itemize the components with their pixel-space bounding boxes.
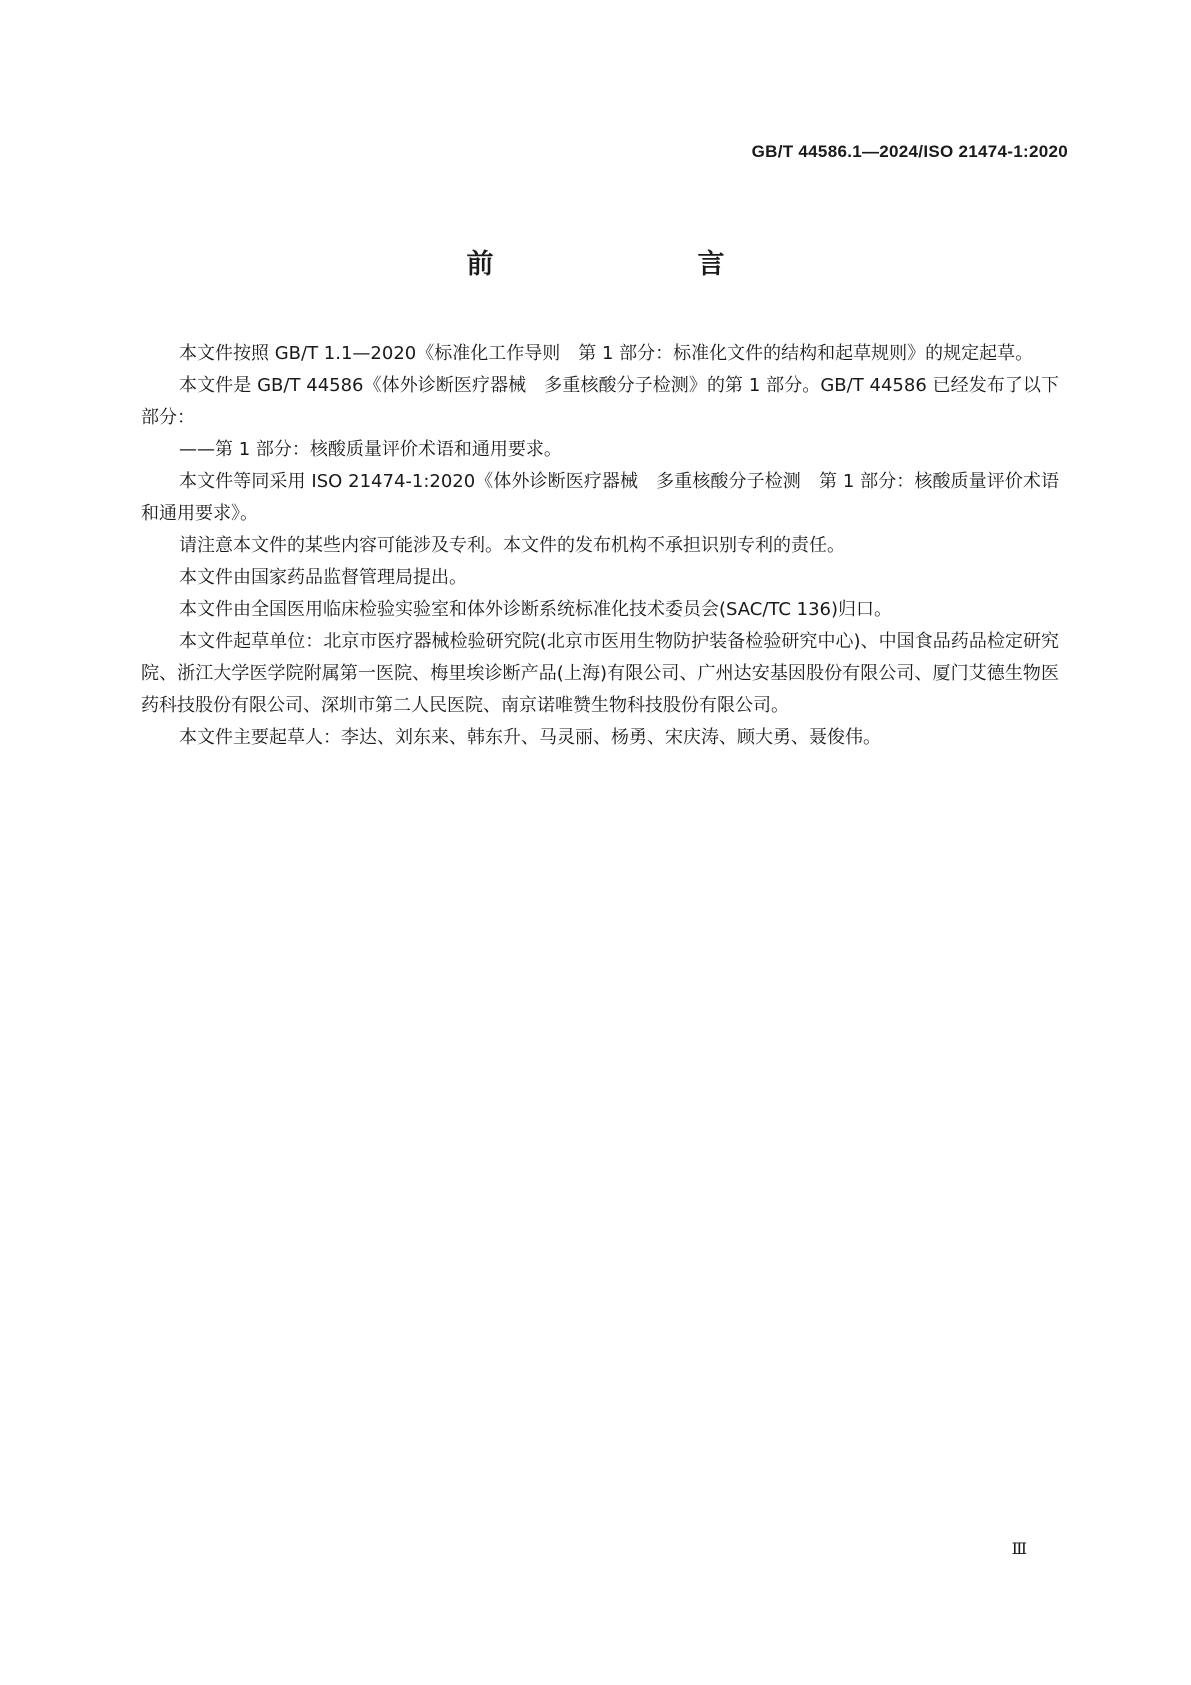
paragraph-main-drafters: 本文件主要起草人：李达、刘东来、韩东升、马灵丽、杨勇、宋庆涛、顾大勇、聂俊伟。 xyxy=(179,727,881,748)
paragraph-part-list-item: ——第 1 部分：核酸质量评价术语和通用要求。 xyxy=(179,439,562,460)
paragraph-under-jurisdiction: 本文件由全国医用临床检验实验室和体外诊断系统标准化技术委员会(SAC/TC 136)归口。 xyxy=(179,599,893,620)
page-title: 前 言 xyxy=(466,249,775,280)
paragraph-patent-notice: 请注意本文件的某些内容可能涉及专利。本文件的发布机构不承担识别专利的责任。 xyxy=(179,535,845,556)
document-code-header: GB/T 44586.1—2024/ISO 21474-1:2020 xyxy=(751,142,1068,161)
paragraph-identical-adoption: 本文件等同采用 ISO 21474-1:2020《体外诊断医疗器械 多重核酸分子检测 第 1 部分：核酸质量评价术语和通用要求》。 xyxy=(141,471,1059,524)
paragraph-drafting-rules: 本文件按照 GB/T 1.1—2020《标准化工作导则 第 1 部分：标准化文件的结构和起草规则》的规定起草。 xyxy=(179,343,1034,364)
paragraph-drafting-organizations: 本文件起草单位：北京市医疗器械检验研究院(北京市医用生物防护装备检验研究中心)、中国食品药品检定研究院、浙江大学医学院附属第一医院、梅里埃诊断产品(上海)有限公司、广州达安基因股份有限公司、厦门艾德生物医药科技股份有限公司、深圳市第二人民医院、南京诺唯赞生物科技股份有限公司。 xyxy=(141,631,1059,716)
paragraph-series-parts: 本文件是 GB/T 44586《体外诊断医疗器械 多重核酸分子检测》的第 1 部分。GB/T 44586 已经发布了以下部分： xyxy=(141,375,1059,428)
paragraph-proposed-by: 本文件由国家药品监督管理局提出。 xyxy=(179,567,467,588)
foreword-body xyxy=(141,338,1059,754)
page-number: Ⅲ xyxy=(1011,1539,1027,1558)
